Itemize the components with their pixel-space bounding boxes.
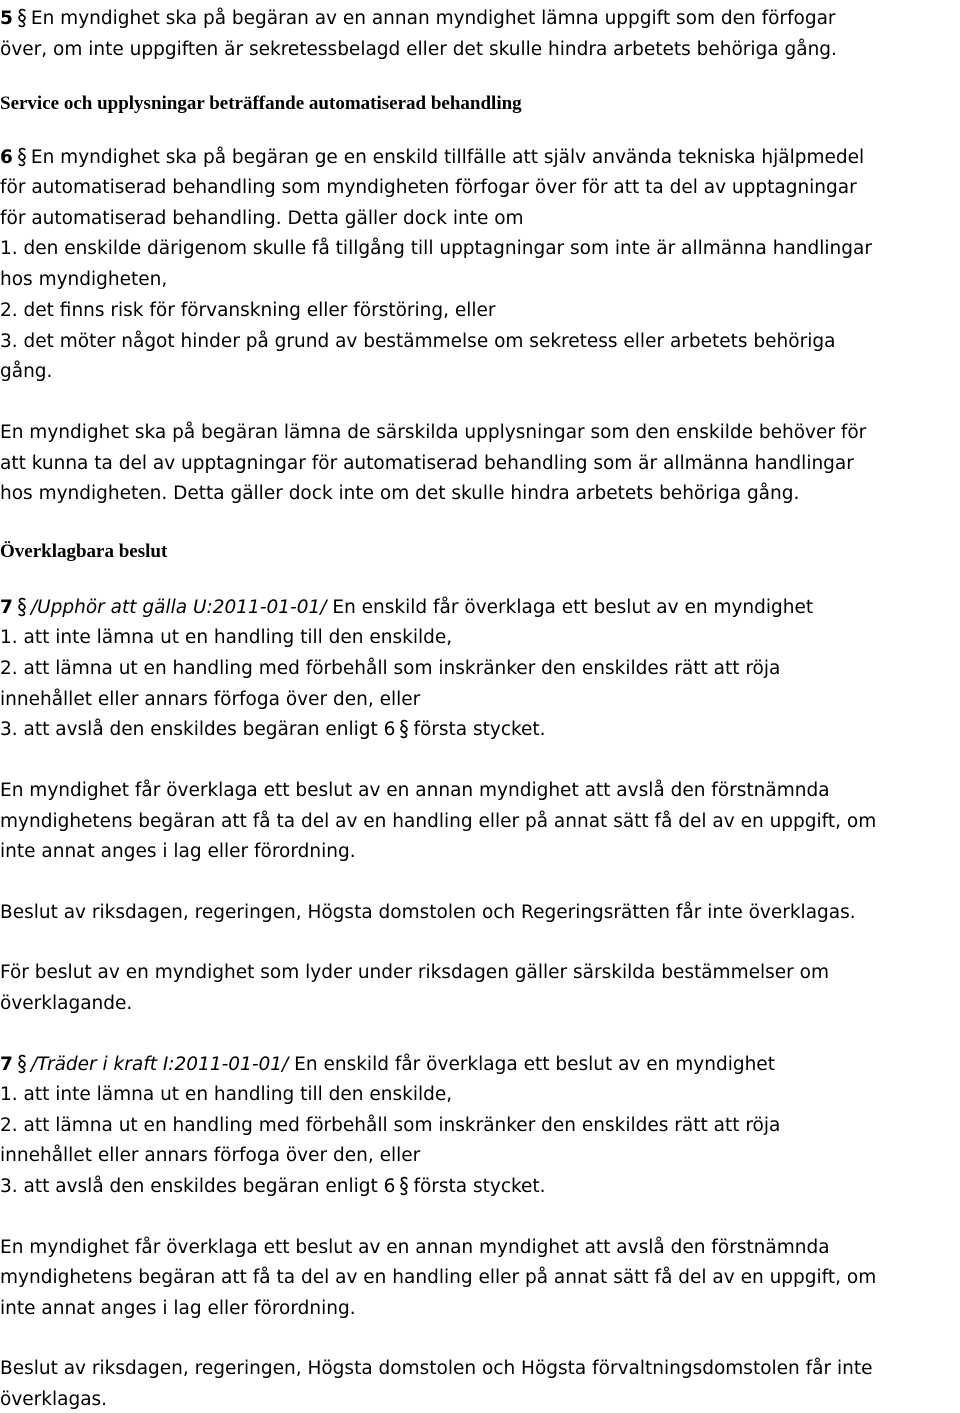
s7b-item-2-cont: innehållet eller annars förfoga över den, eller	[0, 1145, 421, 1166]
s7a-tag: /Upphör att gälla U:2011-01-01/	[30, 597, 327, 618]
s7a-line-1	[0, 597, 960, 619]
s7a-item-3-post: första stycket.	[413, 719, 546, 740]
section-sign-icon	[16, 8, 28, 30]
s7b-item-3-post: första stycket.	[413, 1176, 546, 1197]
s6-item-1-cont: hos myndigheten,	[0, 269, 168, 290]
section-number: 7	[0, 1054, 13, 1075]
s6-para2-2: att kunna ta del av upptagningar för automatiserad behandling som är allmänna handlingar	[0, 453, 854, 474]
s6-item-1: 1. den enskilde därigenom skulle få tillgång till upptagningar som inte är allmänna handlingar	[0, 238, 872, 259]
s6-item-3: 3. det möter något hinder på grund av bestämmelse om sekretess eller arbetets behöriga	[0, 331, 836, 352]
s5-line-1	[0, 8, 960, 30]
s7a-para2-3: inte annat anges i lag eller förordning.	[0, 841, 356, 862]
s6-text-1: En myndighet ska på begäran ge en enskild tillfälle att själv använda tekniska hjälpmedel	[30, 147, 865, 168]
s6-line-1	[0, 147, 960, 169]
s6-text-2: för automatiserad behandling som myndigheten förfogar över för att ta del av upptagningar	[0, 177, 857, 198]
s5-text-2: över, om inte uppgiften är sekretessbelagd eller det skulle hindra arbetets behöriga gång.	[0, 39, 837, 60]
s7b-item-1: 1. att inte lämna ut en handling till den enskilde,	[0, 1084, 453, 1105]
s7b-para2-2: myndighetens begäran att få ta del av en handling eller på annat sätt få del av en uppgift, om	[0, 1267, 877, 1288]
s7a-para4-2: överklagande.	[0, 993, 133, 1014]
section-number: 5	[0, 8, 13, 29]
s6-item-2: 2. det finns risk för förvanskning eller förstöring, eller	[0, 300, 496, 321]
s7b-item-2: 2. att lämna ut en handling med förbehåll som inskränker den enskildes rätt att röja	[0, 1115, 781, 1136]
s7a-item-3	[0, 719, 960, 741]
s6-text-3: för automatiserad behandling. Detta gäller dock inte om	[0, 208, 524, 229]
s7b-para2-1: En myndighet får överklaga ett beslut av en annan myndighet att avslå den förstnämnda	[0, 1237, 830, 1258]
s7a-item-1: 1. att inte lämna ut en handling till den enskilde,	[0, 627, 453, 648]
s7b-tag: /Träder i kraft I:2011-01-01/	[30, 1054, 289, 1075]
s7a-first: En enskild får överklaga ett beslut av en myndighet	[326, 597, 814, 618]
section-sign-icon	[16, 1054, 28, 1076]
s7b-item-3-pre: 3. att avslå den enskildes begäran enligt 6	[0, 1176, 396, 1197]
section-sign-icon	[16, 597, 28, 619]
s7a-para3: Beslut av riksdagen, regeringen, Högsta domstolen och Regeringsrätten får inte överklagas.	[0, 902, 856, 923]
s7b-first: En enskild får överklaga ett beslut av en myndighet	[288, 1054, 775, 1075]
s7a-para2-2: myndighetens begäran att få ta del av en handling eller på annat sätt få del av en uppgift, om	[0, 811, 877, 832]
s6-para2-1: En myndighet ska på begäran lämna de särskilda upplysningar som den enskilde behöver för	[0, 422, 867, 443]
section-sign-icon	[398, 1176, 410, 1198]
s7a-para4-1: För beslut av en myndighet som lyder under riksdagen gäller särskilda bestämmelser om	[0, 962, 829, 983]
s7b-para2-3: inte annat anges i lag eller förordning.	[0, 1298, 356, 1319]
s5-text-1: En myndighet ska på begäran av en annan myndighet lämna uppgift som den förfogar	[30, 8, 836, 29]
section-sign-icon	[398, 719, 410, 741]
s7a-item-2-cont: innehållet eller annars förfoga över den, eller	[0, 689, 421, 710]
section-number: 6	[0, 147, 13, 168]
s7a-item-3-pre: 3. att avslå den enskildes begäran enligt 6	[0, 719, 396, 740]
s7b-item-3	[0, 1176, 960, 1198]
heading-service: Service och upplysningar beträffande automatiserad behandling	[0, 93, 522, 114]
section-sign-icon	[16, 147, 28, 169]
s7a-item-2: 2. att lämna ut en handling med förbehåll som inskränker den enskildes rätt att röja	[0, 658, 781, 679]
s7b-para3-1: Beslut av riksdagen, regeringen, Högsta domstolen och Högsta förvaltningsdomstolen får inte	[0, 1358, 873, 1379]
s6-para2-3: hos myndigheten. Detta gäller dock inte om det skulle hindra arbetets behöriga gång.	[0, 483, 800, 504]
s7a-para2-1: En myndighet får överklaga ett beslut av en annan myndighet att avslå den förstnämnda	[0, 780, 830, 801]
s7b-para3-2: överklagas.	[0, 1389, 108, 1410]
s7b-line-1	[0, 1054, 960, 1076]
heading-appeal: Överklagbara beslut	[0, 541, 168, 562]
section-number: 7	[0, 597, 13, 618]
s6-item-3-cont: gång.	[0, 361, 53, 382]
